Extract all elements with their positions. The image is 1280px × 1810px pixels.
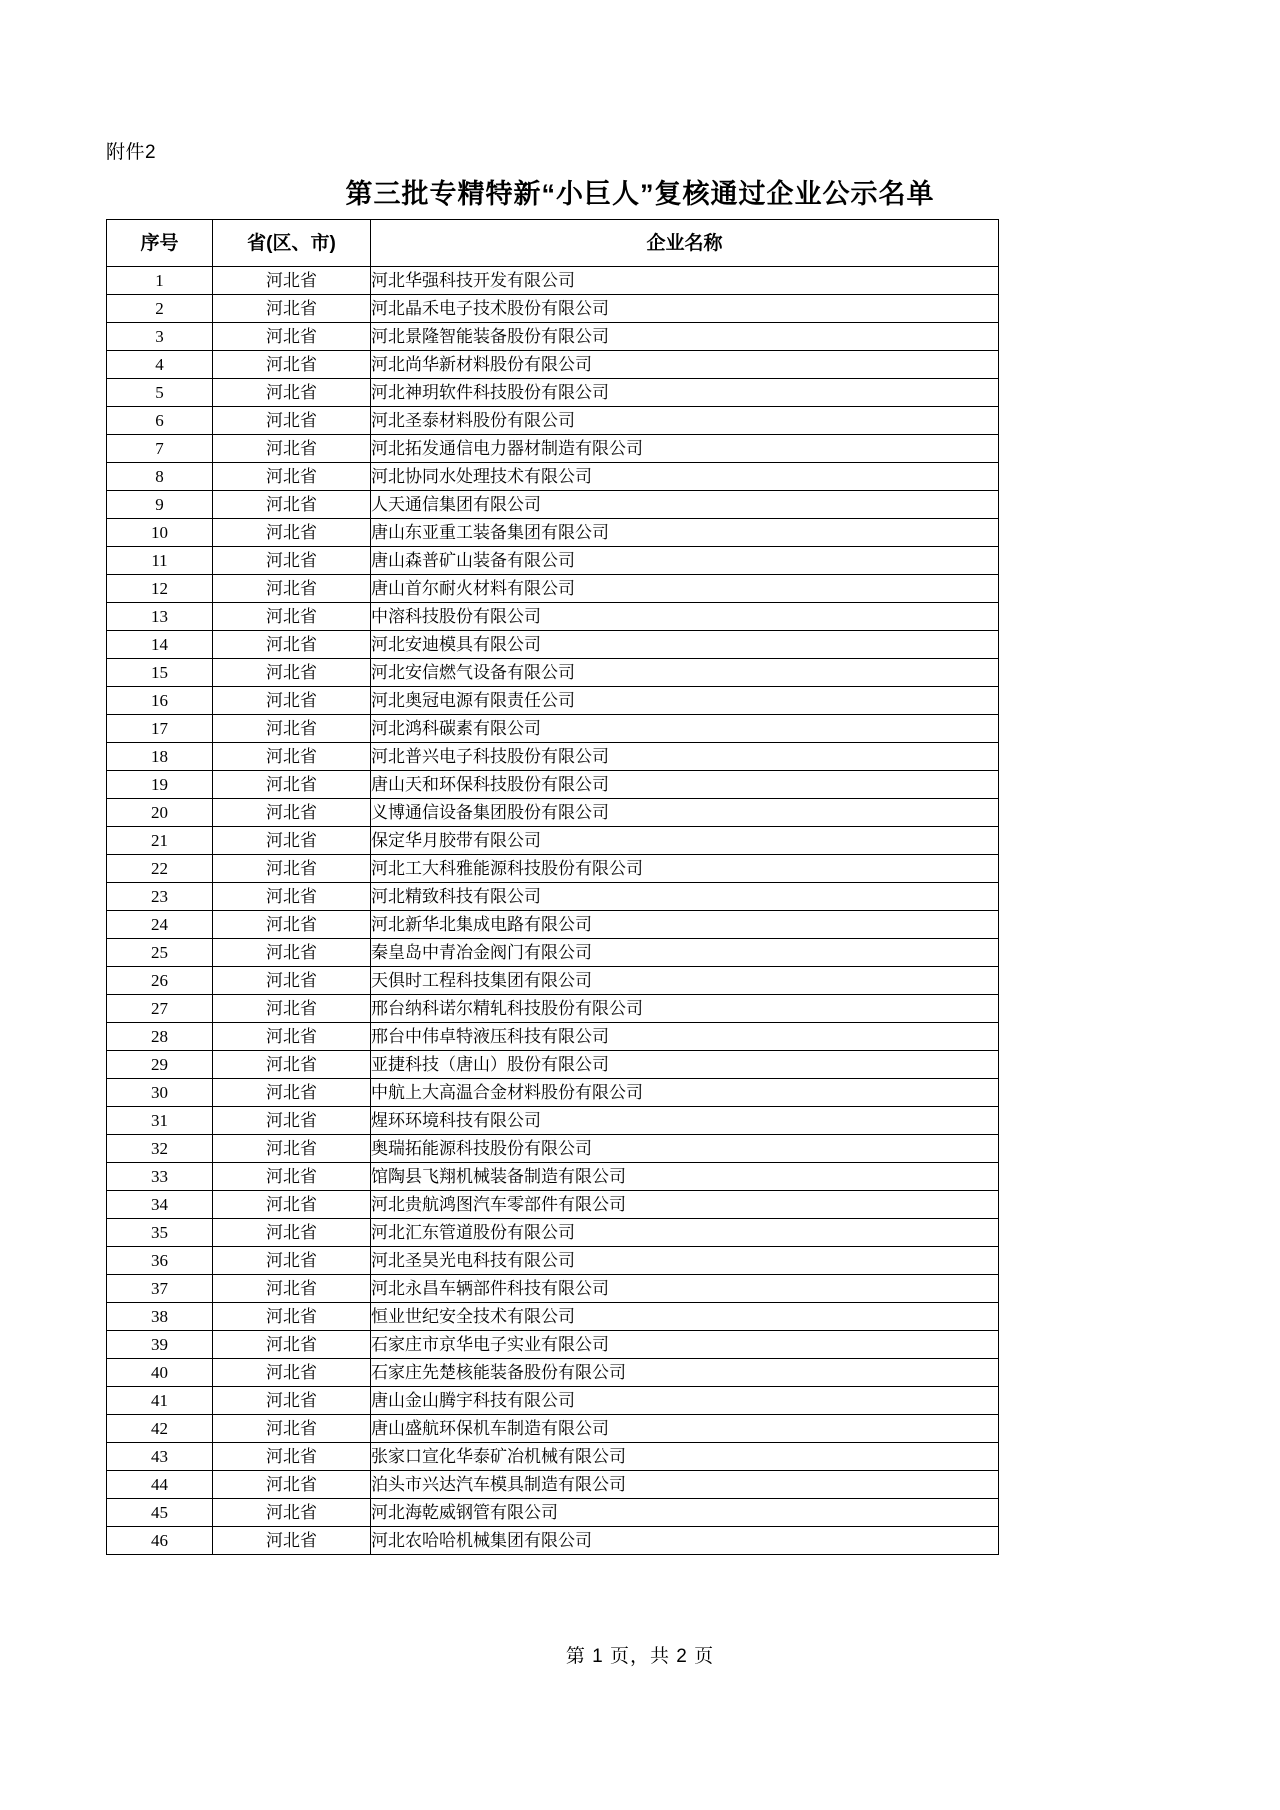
- table-row: [107, 1499, 999, 1527]
- cell-company-name: 恒业世纪安全技术有限公司: [371, 1303, 999, 1331]
- cell-index: 32: [107, 1135, 213, 1163]
- cell-province: 河北省: [213, 1387, 371, 1415]
- cell-company-name: 亚捷科技（唐山）股份有限公司: [371, 1051, 999, 1079]
- cell-index: 43: [107, 1443, 213, 1471]
- cell-company-name: 石家庄先楚核能装备股份有限公司: [371, 1359, 999, 1387]
- cell-province: 河北省: [213, 1527, 371, 1555]
- cell-index: 11: [107, 547, 213, 575]
- cell-province: 河北省: [213, 1275, 371, 1303]
- table-row: [107, 939, 999, 967]
- table-row: [107, 855, 999, 883]
- table-row: [107, 771, 999, 799]
- cell-province: 河北省: [213, 715, 371, 743]
- cell-company-name: 河北贵航鸿图汽车零部件有限公司: [371, 1191, 999, 1219]
- cell-company-name: 煋环环境科技有限公司: [371, 1107, 999, 1135]
- table-row: [107, 295, 999, 323]
- table-row: [107, 519, 999, 547]
- cell-index: 8: [107, 463, 213, 491]
- table-row: [107, 659, 999, 687]
- cell-company-name: 天俱时工程科技集团有限公司: [371, 967, 999, 995]
- cell-index: 30: [107, 1079, 213, 1107]
- cell-province: 河北省: [213, 1023, 371, 1051]
- table-row: [107, 967, 999, 995]
- table-row: [107, 575, 999, 603]
- cell-company-name: 邢台中伟卓特液压科技有限公司: [371, 1023, 999, 1051]
- cell-province: 河北省: [213, 1415, 371, 1443]
- column-header-company: 企业名称: [371, 220, 999, 267]
- table-row: [107, 435, 999, 463]
- table-row: [107, 995, 999, 1023]
- cell-company-name: 人天通信集团有限公司: [371, 491, 999, 519]
- table-row: [107, 1079, 999, 1107]
- cell-province: 河北省: [213, 855, 371, 883]
- cell-province: 河北省: [213, 883, 371, 911]
- table-row: [107, 1247, 999, 1275]
- cell-company-name: 河北协同水处理技术有限公司: [371, 463, 999, 491]
- cell-province: 河北省: [213, 771, 371, 799]
- cell-index: 5: [107, 379, 213, 407]
- table-row: [107, 1471, 999, 1499]
- table-row: [107, 1331, 999, 1359]
- cell-company-name: 唐山天和环保科技股份有限公司: [371, 771, 999, 799]
- cell-index: 29: [107, 1051, 213, 1079]
- cell-province: 河北省: [213, 1163, 371, 1191]
- cell-index: 19: [107, 771, 213, 799]
- cell-index: 7: [107, 435, 213, 463]
- table-row: [107, 1443, 999, 1471]
- cell-province: 河北省: [213, 1079, 371, 1107]
- cell-index: 37: [107, 1275, 213, 1303]
- table-row: [107, 1135, 999, 1163]
- table-row: [107, 827, 999, 855]
- cell-company-name: 唐山首尔耐火材料有限公司: [371, 575, 999, 603]
- table-header-row: [107, 220, 999, 267]
- cell-company-name: 唐山金山腾宇科技有限公司: [371, 1387, 999, 1415]
- cell-company-name: 河北晶禾电子技术股份有限公司: [371, 295, 999, 323]
- cell-province: 河北省: [213, 687, 371, 715]
- cell-province: 河北省: [213, 463, 371, 491]
- cell-province: 河北省: [213, 827, 371, 855]
- cell-province: 河北省: [213, 323, 371, 351]
- cell-province: 河北省: [213, 743, 371, 771]
- table-header: [107, 220, 999, 267]
- cell-province: 河北省: [213, 1051, 371, 1079]
- cell-index: 27: [107, 995, 213, 1023]
- page-title: 第三批专精特新“小巨人”复核通过企业公示名单: [345, 179, 935, 209]
- cell-index: 46: [107, 1527, 213, 1555]
- table-row: [107, 883, 999, 911]
- cell-index: 25: [107, 939, 213, 967]
- table-row: [107, 1023, 999, 1051]
- cell-province: 河北省: [213, 1191, 371, 1219]
- cell-index: 33: [107, 1163, 213, 1191]
- cell-province: 河北省: [213, 547, 371, 575]
- table-row: [107, 1387, 999, 1415]
- cell-company-name: 义博通信设备集团股份有限公司: [371, 799, 999, 827]
- cell-company-name: 河北新华北集成电路有限公司: [371, 911, 999, 939]
- cell-index: 31: [107, 1107, 213, 1135]
- table-row: [107, 379, 999, 407]
- cell-province: 河北省: [213, 911, 371, 939]
- cell-province: 河北省: [213, 995, 371, 1023]
- cell-province: 河北省: [213, 407, 371, 435]
- cell-company-name: 河北工大科雅能源科技股份有限公司: [371, 855, 999, 883]
- cell-index: 20: [107, 799, 213, 827]
- cell-index: 42: [107, 1415, 213, 1443]
- table-row: [107, 1275, 999, 1303]
- cell-company-name: 河北奥冠电源有限责任公司: [371, 687, 999, 715]
- cell-company-name: 河北圣昊光电科技有限公司: [371, 1247, 999, 1275]
- cell-company-name: 河北圣泰材料股份有限公司: [371, 407, 999, 435]
- cell-company-name: 河北拓发通信电力器材制造有限公司: [371, 435, 999, 463]
- cell-province: 河北省: [213, 659, 371, 687]
- cell-province: 河北省: [213, 1499, 371, 1527]
- table-row: [107, 743, 999, 771]
- cell-province: 河北省: [213, 295, 371, 323]
- page-footer: 第 1 页，共 2 页: [565, 1646, 715, 1667]
- table-body: [107, 267, 999, 1555]
- cell-index: 13: [107, 603, 213, 631]
- table-row: [107, 1527, 999, 1555]
- cell-province: 河北省: [213, 967, 371, 995]
- company-list-table: [106, 219, 999, 1555]
- table-row: [107, 491, 999, 519]
- cell-company-name: 河北景隆智能装备股份有限公司: [371, 323, 999, 351]
- cell-province: 河北省: [213, 603, 371, 631]
- cell-index: 17: [107, 715, 213, 743]
- table-row: [107, 1415, 999, 1443]
- cell-company-name: 河北鸿科碳素有限公司: [371, 715, 999, 743]
- column-header-province: 省(区、市): [213, 220, 371, 267]
- table-row: [107, 1163, 999, 1191]
- cell-company-name: 唐山森普矿山装备有限公司: [371, 547, 999, 575]
- cell-index: 21: [107, 827, 213, 855]
- cell-index: 24: [107, 911, 213, 939]
- cell-province: 河北省: [213, 519, 371, 547]
- table-row: [107, 1359, 999, 1387]
- table-row: [107, 1051, 999, 1079]
- cell-company-name: 中航上大高温合金材料股份有限公司: [371, 1079, 999, 1107]
- cell-index: 45: [107, 1499, 213, 1527]
- cell-company-name: 河北尚华新材料股份有限公司: [371, 351, 999, 379]
- table-row: [107, 407, 999, 435]
- cell-index: 44: [107, 1471, 213, 1499]
- table-row: [107, 603, 999, 631]
- cell-company-name: 馆陶县飞翔机械装备制造有限公司: [371, 1163, 999, 1191]
- cell-index: 34: [107, 1191, 213, 1219]
- cell-company-name: 唐山东亚重工装备集团有限公司: [371, 519, 999, 547]
- cell-company-name: 保定华月胶带有限公司: [371, 827, 999, 855]
- cell-province: 河北省: [213, 1303, 371, 1331]
- cell-company-name: 河北华强科技开发有限公司: [371, 267, 999, 295]
- table-row: [107, 463, 999, 491]
- cell-company-name: 河北安信燃气设备有限公司: [371, 659, 999, 687]
- table-row: [107, 631, 999, 659]
- cell-index: 35: [107, 1219, 213, 1247]
- cell-company-name: 邢台纳科诺尔精轧科技股份有限公司: [371, 995, 999, 1023]
- cell-company-name: 唐山盛航环保机车制造有限公司: [371, 1415, 999, 1443]
- table-row: [107, 715, 999, 743]
- cell-province: 河北省: [213, 1247, 371, 1275]
- table-row: [107, 267, 999, 295]
- cell-province: 河北省: [213, 1359, 371, 1387]
- cell-index: 41: [107, 1387, 213, 1415]
- cell-index: 23: [107, 883, 213, 911]
- cell-company-name: 泊头市兴达汽车模具制造有限公司: [371, 1471, 999, 1499]
- cell-company-name: 河北永昌车辆部件科技有限公司: [371, 1275, 999, 1303]
- table-row: [107, 1303, 999, 1331]
- cell-company-name: 河北汇东管道股份有限公司: [371, 1219, 999, 1247]
- cell-province: 河北省: [213, 631, 371, 659]
- cell-province: 河北省: [213, 1107, 371, 1135]
- cell-province: 河北省: [213, 379, 371, 407]
- cell-index: 14: [107, 631, 213, 659]
- cell-company-name: 河北精致科技有限公司: [371, 883, 999, 911]
- cell-company-name: 河北海乾威钢管有限公司: [371, 1499, 999, 1527]
- cell-province: 河北省: [213, 1135, 371, 1163]
- cell-company-name: 秦皇岛中青冶金阀门有限公司: [371, 939, 999, 967]
- cell-province: 河北省: [213, 939, 371, 967]
- column-header-index: 序号: [107, 220, 213, 267]
- cell-province: 河北省: [213, 1471, 371, 1499]
- cell-province: 河北省: [213, 1331, 371, 1359]
- cell-index: 12: [107, 575, 213, 603]
- cell-province: 河北省: [213, 435, 371, 463]
- cell-index: 26: [107, 967, 213, 995]
- cell-province: 河北省: [213, 1443, 371, 1471]
- table-row: [107, 1107, 999, 1135]
- table-row: [107, 351, 999, 379]
- table-row: [107, 547, 999, 575]
- cell-index: 16: [107, 687, 213, 715]
- cell-company-name: 河北农哈哈机械集团有限公司: [371, 1527, 999, 1555]
- table-row: [107, 1191, 999, 1219]
- cell-province: 河北省: [213, 575, 371, 603]
- cell-index: 39: [107, 1331, 213, 1359]
- table-row: [107, 323, 999, 351]
- cell-province: 河北省: [213, 799, 371, 827]
- cell-index: 3: [107, 323, 213, 351]
- cell-company-name: 张家口宣化华泰矿冶机械有限公司: [371, 1443, 999, 1471]
- cell-index: 15: [107, 659, 213, 687]
- table-row: [107, 1219, 999, 1247]
- cell-company-name: 河北安迪模具有限公司: [371, 631, 999, 659]
- cell-index: 28: [107, 1023, 213, 1051]
- cell-index: 2: [107, 295, 213, 323]
- table-row: [107, 687, 999, 715]
- cell-province: 河北省: [213, 1219, 371, 1247]
- cell-province: 河北省: [213, 351, 371, 379]
- cell-index: 18: [107, 743, 213, 771]
- cell-company-name: 河北神玥软件科技股份有限公司: [371, 379, 999, 407]
- cell-company-name: 石家庄市京华电子实业有限公司: [371, 1331, 999, 1359]
- cell-index: 38: [107, 1303, 213, 1331]
- cell-index: 40: [107, 1359, 213, 1387]
- cell-company-name: 河北普兴电子科技股份有限公司: [371, 743, 999, 771]
- cell-index: 1: [107, 267, 213, 295]
- table-row: [107, 799, 999, 827]
- cell-province: 河北省: [213, 491, 371, 519]
- attachment-label: 附件2: [106, 142, 157, 163]
- table-row: [107, 911, 999, 939]
- cell-index: 6: [107, 407, 213, 435]
- cell-index: 4: [107, 351, 213, 379]
- cell-index: 36: [107, 1247, 213, 1275]
- cell-index: 22: [107, 855, 213, 883]
- cell-index: 9: [107, 491, 213, 519]
- cell-company-name: 中溶科技股份有限公司: [371, 603, 999, 631]
- cell-province: 河北省: [213, 267, 371, 295]
- cell-index: 10: [107, 519, 213, 547]
- cell-company-name: 奥瑞拓能源科技股份有限公司: [371, 1135, 999, 1163]
